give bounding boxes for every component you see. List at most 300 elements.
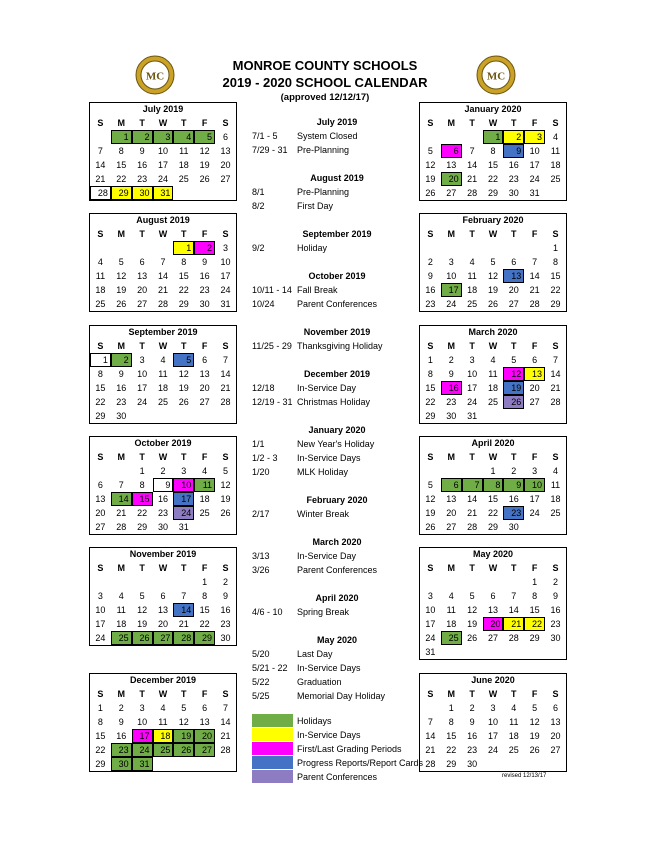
day-cell: 16 [425,285,436,295]
weekday-label: F [201,229,208,239]
day-cell: 8 [448,717,454,727]
event-name: Thanksgiving Holiday [297,341,383,351]
marked-day: 7 [462,478,483,492]
event-row [252,675,422,689]
day-cell: 11 [158,717,168,727]
event-month-heading: January 2020 [308,425,366,435]
revised-note: revised 12/13/17 [502,773,547,779]
day-cell: 31 [467,411,478,421]
day-cell: 19 [467,619,478,629]
marked-day: 20 [441,172,462,186]
event-name: Parent Conferences [297,565,378,575]
day-cell: 7 [222,703,228,713]
legend-item [252,728,422,742]
day-cell: 11 [158,369,168,379]
event-row [252,381,422,395]
day-cell: 7 [160,257,166,267]
event-row [252,507,422,521]
empty-cell [420,130,441,144]
day-cell: 10 [425,605,436,615]
day-cell: 22 [95,397,106,407]
event-date: 5/20 [252,649,270,659]
empty-cell [90,575,111,589]
day-cell: 5 [490,257,496,267]
day-cell: 15 [446,731,457,741]
event-name: Fall Break [297,285,338,295]
day-cell: 6 [511,257,517,267]
day-cell: 21 [220,383,231,393]
event-row [252,647,422,661]
weekday-label: T [511,118,517,128]
day-cell: 14 [550,369,561,379]
event-row [252,605,422,619]
marked-day: 11 [194,478,215,492]
day-cell: 30 [116,411,127,421]
event-name: Memorial Day Holiday [297,691,386,701]
marked-day: 2 [132,130,153,144]
week-row [420,269,566,283]
day-cell: 25 [550,508,561,518]
day-cell: 23 [467,745,478,755]
empty-cell [503,757,524,771]
day-cell: 5 [139,591,145,601]
week-row [90,172,236,186]
event-name: Holiday [297,243,328,253]
day-cell: 24 [529,174,540,184]
day-cell: 13 [487,605,498,615]
legend-label: Holidays [297,716,332,726]
week-row [420,520,566,534]
day-cell: 19 [529,731,540,741]
day-cell: 12 [425,494,436,504]
week-row [420,172,566,186]
empty-cell [215,757,236,771]
weekday-label: M [117,689,126,699]
week-row [90,186,236,200]
empty-cell [90,464,111,478]
weekday-header [90,450,236,464]
day-cell: 5 [427,146,433,156]
event-month-heading: December 2019 [303,369,371,379]
day-cell: 2 [511,466,517,476]
legend-label: Progress Reports/Report Cards [297,758,424,768]
empty-cell [462,575,483,589]
day-cell: 10 [220,257,231,267]
day-cell: 3 [139,355,145,365]
legend-swatch [252,714,293,727]
day-cell: 17 [157,160,168,170]
empty-cell [524,757,545,771]
month-title: November 2019 [129,549,197,559]
marked-day: 19 [503,381,524,395]
marked-day: 26 [173,743,194,757]
day-cell: 15 [178,271,189,281]
weekday-label: F [531,341,538,351]
day-cell: 28 [467,188,478,198]
empty-cell [173,757,194,771]
event-row [252,563,422,577]
day-cell: 15 [116,160,127,170]
day-cell: 27 [529,397,540,407]
weekday-label: F [531,563,538,573]
day-cell: 27 [95,522,106,532]
day-cell: 20 [220,160,231,170]
legend-item [252,714,422,728]
month-calendar [89,213,237,312]
day-cell: 19 [199,160,210,170]
day-cell: 21 [529,285,540,295]
weekday-label: T [511,563,517,573]
month-title: June 2020 [471,675,515,685]
legend-label: In-Service Days [297,730,361,740]
day-cell: 23 [137,174,148,184]
day-cell: 30 [446,411,457,421]
day-cell: 25 [467,299,478,309]
weekday-label: M [117,452,126,462]
day-cell: 5 [427,480,433,490]
day-cell: 4 [448,591,454,601]
day-cell: 1 [139,466,145,476]
week-row [420,381,566,395]
event-date: 9/2 [252,243,265,253]
day-cell: 5 [181,703,187,713]
month-calendar [89,436,237,535]
empty-cell [132,241,153,255]
day-cell: 30 [550,633,561,643]
day-cell: 9 [469,717,475,727]
weekday-label: W [158,563,168,573]
weekday-label: T [511,229,517,239]
day-cell: 24 [467,397,478,407]
week-row [420,241,566,255]
day-cell: 5 [511,355,517,365]
day-cell: 22 [487,508,498,518]
empty-cell [153,757,174,771]
event-date: 8/2 [252,201,265,211]
day-cell: 8 [202,591,208,601]
event-date: 3/26 [252,565,270,575]
empty-cell [215,186,236,200]
empty-cell [111,241,132,255]
day-cell: 10 [157,146,168,156]
day-cell: 21 [157,285,168,295]
day-cell: 2 [469,703,475,713]
event-date: 10/24 [252,299,275,309]
day-cell: 8 [552,257,558,267]
day-cell: 4 [469,257,475,267]
weekday-label: F [201,563,208,573]
month-title: December 2019 [129,675,197,685]
marked-day: 23 [111,743,132,757]
day-cell: 3 [181,466,187,476]
day-cell: 27 [137,299,148,309]
marked-day: 2 [111,353,132,367]
day-cell: 19 [425,508,436,518]
day-cell: 4 [511,703,517,713]
day-cell: 10 [487,717,498,727]
marked-day: 17 [173,492,194,506]
weekday-label: S [222,229,229,239]
day-cell: 7 [511,591,517,601]
day-cell: 2 [118,703,124,713]
weekday-label: M [447,341,456,351]
day-cell: 4 [490,355,496,365]
event-date: 5/22 [252,677,270,687]
weekday-label: F [531,229,538,239]
weekday-label: T [181,563,187,573]
month-calendar [89,102,237,201]
empty-cell [173,575,194,589]
marked-day: 15 [132,492,153,506]
week-row [90,241,236,255]
marked-day: 10 [173,478,194,492]
month-title: March 2020 [468,327,518,337]
day-cell: 9 [118,369,124,379]
week-row [90,269,236,283]
day-cell: 20 [199,383,210,393]
empty-cell [503,241,524,255]
event-row [252,549,422,563]
week-row [90,353,236,367]
weekday-label: T [139,563,145,573]
day-cell: 27 [199,397,210,407]
day-cell: 22 [446,745,457,755]
day-cell: 13 [550,717,561,727]
legend-swatch [252,756,293,769]
month-calendar [419,436,567,535]
event-row [252,185,422,199]
empty-cell [194,409,215,423]
day-cell: 16 [508,160,519,170]
day-cell: 6 [202,703,208,713]
event-name: Pre-Planning [297,187,350,197]
empty-cell [545,645,566,659]
day-cell: 26 [199,174,210,184]
empty-cell [173,409,194,423]
marked-day: 9 [503,478,524,492]
marked-day: 3 [524,130,545,144]
marked-day: 21 [503,617,524,631]
event-date: 4/6 - 10 [252,607,283,617]
empty-cell [524,520,545,534]
weekday-label: M [117,341,126,351]
day-cell: 7 [532,257,538,267]
day-cell: 23 [508,174,519,184]
day-cell: 18 [116,619,127,629]
empty-cell [111,464,132,478]
weekday-label: S [552,229,559,239]
day-cell: 5 [118,257,124,267]
day-cell: 29 [137,522,148,532]
weekday-label: S [427,452,434,462]
weekday-label: W [158,118,168,128]
day-cell: 26 [178,397,189,407]
empty-cell [194,520,215,534]
empty-cell [194,757,215,771]
day-cell: 26 [220,508,231,518]
day-cell: 31 [425,647,436,657]
day-cell: 29 [425,411,436,421]
weekday-label: F [201,341,208,351]
week-row [90,715,236,729]
day-cell: 3 [97,591,103,601]
day-cell: 10 [446,271,457,281]
weekday-header [90,339,236,353]
day-cell: 6 [160,591,166,601]
day-cell: 24 [487,745,498,755]
day-cell: 13 [220,146,231,156]
day-cell: 23 [446,397,457,407]
day-cell: 23 [157,508,168,518]
day-cell: 17 [137,383,148,393]
day-cell: 19 [220,494,231,504]
empty-cell [462,130,483,144]
empty-cell [545,186,566,200]
day-cell: 16 [199,271,210,281]
day-cell: 8 [427,369,433,379]
event-row [252,129,422,143]
day-cell: 21 [550,383,561,393]
day-cell: 14 [508,605,519,615]
marked-day: 29 [111,186,132,200]
day-cell: 29 [529,633,540,643]
marked-day: 29 [194,631,215,645]
day-cell: 18 [157,383,168,393]
marked-day: 2 [194,241,215,255]
day-cell: 20 [95,508,106,518]
day-cell: 12 [178,369,189,379]
day-cell: 8 [118,146,124,156]
weekday-label: F [531,452,538,462]
weekday-label: S [97,118,104,128]
day-cell: 6 [552,703,558,713]
day-cell: 5 [532,703,538,713]
day-cell: 30 [508,522,519,532]
week-row [420,464,566,478]
weekday-label: F [531,689,538,699]
marked-day: 25 [153,743,174,757]
legend-label: First/Last Grading Periods [297,744,402,754]
day-cell: 29 [95,759,106,769]
day-cell: 9 [427,271,433,281]
day-cell: 16 [467,731,478,741]
event-name: First Day [297,201,333,211]
day-cell: 20 [550,731,561,741]
empty-cell [194,186,215,200]
week-row [90,283,236,297]
day-cell: 19 [137,619,148,629]
outlined-day: 9 [153,478,174,492]
event-row [252,395,422,409]
marked-day: 6 [441,478,462,492]
event-month-heading: October 2019 [308,271,366,281]
day-cell: 30 [199,299,210,309]
day-cell: 11 [467,271,477,281]
empty-cell [524,409,545,423]
empty-cell [545,409,566,423]
day-cell: 16 [157,494,168,504]
event-name: In-Service Day [297,551,357,561]
day-cell: 28 [425,759,436,769]
week-row [420,743,566,757]
day-cell: 5 [222,466,228,476]
day-cell: 11 [550,146,561,156]
day-cell: 25 [199,508,210,518]
day-cell: 2 [552,577,558,587]
day-cell: 11 [509,717,519,727]
marked-day: 1 [111,130,132,144]
week-row [90,743,236,757]
marked-day: 1 [483,130,504,144]
event-date: 1/1 [252,439,265,449]
day-cell: 8 [490,146,496,156]
day-cell: 23 [116,397,127,407]
empty-cell [420,241,441,255]
week-row [420,367,566,381]
weekday-header [90,116,236,130]
day-cell: 29 [178,299,189,309]
day-cell: 8 [532,591,538,601]
empty-cell [503,575,524,589]
day-cell: 14 [529,271,540,281]
week-row [90,144,236,158]
legend-item [252,756,422,770]
weekday-header [420,116,566,130]
day-cell: 22 [199,619,210,629]
weekday-label: S [97,563,104,573]
day-cell: 3 [532,466,538,476]
event-name: In-Service Day [297,383,357,393]
weekday-header [420,339,566,353]
day-cell: 16 [220,605,231,615]
empty-cell [153,241,174,255]
day-cell: 2 [222,577,228,587]
empty-cell [90,241,111,255]
day-cell: 18 [446,619,457,629]
weekday-header [90,227,236,241]
day-cell: 21 [467,174,478,184]
marked-day: 14 [111,492,132,506]
day-cell: 18 [550,494,561,504]
marked-day: 3 [153,130,174,144]
day-cell: 30 [220,633,231,643]
day-cell: 18 [199,494,210,504]
day-cell: 25 [550,174,561,184]
day-cell: 11 [550,480,561,490]
weekday-label: M [117,229,126,239]
day-cell: 14 [220,369,231,379]
event-name: Graduation [297,677,342,687]
month-title: September 2019 [128,327,198,337]
event-row [252,437,422,451]
day-cell: 6 [139,257,145,267]
day-cell: 9 [448,369,454,379]
day-cell: 18 [550,160,561,170]
event-date: 5/21 - 22 [252,663,288,673]
month-title: April 2020 [471,438,515,448]
day-cell: 2 [160,466,166,476]
event-date: 11/25 - 29 [252,341,292,351]
event-row [252,297,422,311]
marked-day: 25 [441,631,462,645]
empty-cell [441,464,462,478]
month-calendar [89,673,237,772]
day-cell: 4 [118,591,124,601]
day-cell: 10 [137,717,148,727]
event-date: 7/29 - 31 [252,145,288,155]
marked-day: 12 [503,367,524,381]
marked-day: 23 [503,506,524,520]
